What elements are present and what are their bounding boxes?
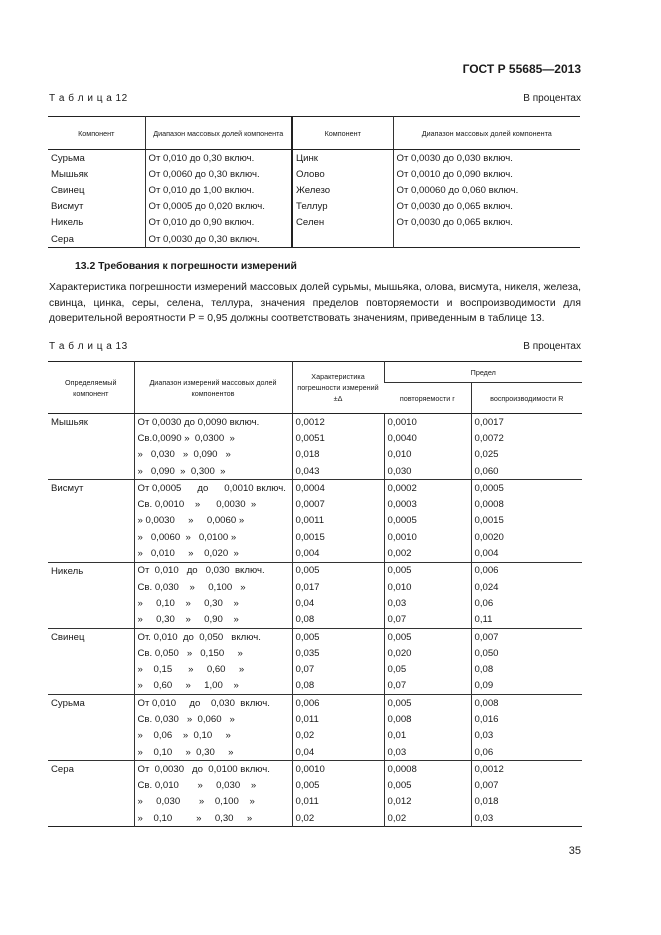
table13-header-limit: Предел	[384, 362, 582, 383]
table12-header-component: Компонент	[48, 117, 145, 150]
table13-cell-range: От 0,0030 до 0,0100 включ.	[134, 761, 292, 778]
table13-cell-error: 0,035	[292, 645, 384, 661]
table13-cell-reproducibility: 0,060	[471, 463, 582, 480]
table13-cell-component: Свинец	[48, 628, 134, 694]
table13-cell-repeatability: 0,0003	[384, 496, 471, 512]
table13-cell-error: 0,005	[292, 628, 384, 645]
table13-cell-error: 0,0015	[292, 529, 384, 545]
table13-cell-error: 0,004	[292, 545, 384, 562]
table13-cell-error: 0,04	[292, 595, 384, 611]
table12-header-component-2: Компонент	[292, 117, 393, 150]
table12-cell-range: От 0,0030 до 0,065 включ.	[393, 215, 580, 231]
table13-cell-range: От 0,010 до 0,030 включ.	[134, 695, 292, 712]
table12-cell-range: От 0,010 до 1,00 включ.	[145, 182, 292, 198]
table13-cell-range: Св. 0,030 » 0,060 »	[134, 711, 292, 727]
table13-unit: В процентах	[523, 341, 581, 352]
table13-cell-repeatability: 0,012	[384, 794, 471, 810]
table13-cell-repeatability: 0,0005	[384, 513, 471, 529]
table13-cell-range: От 0,0005 до 0,0010 включ.	[134, 480, 292, 497]
table-13	[48, 361, 582, 827]
table12-row	[48, 231, 580, 248]
table13-cell-range: От 0,0030 до 0,0090 включ.	[134, 414, 292, 431]
table13-cell-component: Висмут	[48, 480, 134, 562]
table13-cell-repeatability: 0,0008	[384, 761, 471, 778]
table12-cell-range: От 0,010 до 0,30 включ.	[145, 150, 292, 167]
table13-cell-error: 0,04	[292, 744, 384, 761]
table13-cell-reproducibility: 0,0008	[471, 496, 582, 512]
table13-cell-range: Св. 0,050 » 0,150 »	[134, 645, 292, 661]
table13-cell-repeatability: 0,07	[384, 612, 471, 629]
table13-header-error: Характеристика погрешности измерений ±Δ	[292, 362, 384, 414]
table13-cell-range: » 0,10 » 0,30 »	[134, 595, 292, 611]
table13-cell-component: Сурьма	[48, 695, 134, 761]
table13-cell-reproducibility: 0,0017	[471, 414, 582, 431]
table12-cell-component: Железо	[292, 182, 393, 198]
table13-cell-repeatability: 0,002	[384, 545, 471, 562]
table12-cell-range: От 0,0030 до 0,30 включ.	[145, 231, 292, 248]
table12-cell-component: Мышьяк	[51, 168, 88, 180]
table12-cell-component	[292, 231, 393, 248]
table13-cell-error: 0,08	[292, 612, 384, 629]
table13-cell-range: Св. 0,010 » 0,030 »	[134, 778, 292, 794]
table13-caption: Т а б л и ц а 13	[49, 341, 128, 352]
table12-cell-range: От 0,0010 до 0,090 включ.	[393, 166, 580, 182]
table13-cell-error: 0,0051	[292, 430, 384, 446]
table13-cell-repeatability: 0,005	[384, 778, 471, 794]
table13-cell-repeatability: 0,005	[384, 628, 471, 645]
table12-cell-component: Сера	[51, 233, 74, 245]
table12-cell-component: Цинк	[292, 150, 393, 167]
table12-cell-range: От 0,00060 до 0,060 включ.	[393, 182, 580, 198]
table13-cell-reproducibility: 0,06	[471, 744, 582, 761]
table13-cell-range: От. 0,010 до 0,050 включ.	[134, 628, 292, 645]
table12-caption: Т а б л и ц а 12	[49, 93, 128, 104]
table13-cell-repeatability: 0,020	[384, 645, 471, 661]
table13-cell-repeatability: 0,03	[384, 744, 471, 761]
table12-header-range-2: Диапазон массовых долей компонента	[393, 117, 580, 150]
table12-row	[48, 182, 580, 198]
table13-cell-reproducibility: 0,06	[471, 595, 582, 611]
table13-cell-repeatability: 0,010	[384, 579, 471, 595]
table13-cell-error: 0,0011	[292, 513, 384, 529]
table13-cell-range: » 0,030 » 0,090 »	[134, 447, 292, 463]
table13-cell-reproducibility: 0,004	[471, 545, 582, 562]
table13-cell-repeatability: 0,010	[384, 447, 471, 463]
table13-cell-error: 0,006	[292, 695, 384, 712]
table13-cell-component: Никель	[48, 562, 134, 628]
table12-unit: В процентах	[523, 93, 581, 104]
table13-cell-repeatability: 0,01	[384, 728, 471, 744]
table13-cell-repeatability: 0,005	[384, 695, 471, 712]
table13-cell-range: » 0,0060 » 0,0100 »	[134, 529, 292, 545]
table13-row	[48, 480, 582, 497]
table13-cell-range: Св.0,0090 » 0,0300 »	[134, 430, 292, 446]
table13-cell-reproducibility: 0,007	[471, 778, 582, 794]
table12-cell-range: От 0,0030 до 0,065 включ.	[393, 199, 580, 215]
table13-cell-reproducibility: 0,0072	[471, 430, 582, 446]
table13-cell-repeatability: 0,05	[384, 661, 471, 677]
table13-cell-reproducibility: 0,0015	[471, 513, 582, 529]
table13-row	[48, 761, 582, 778]
table12-row	[48, 215, 580, 231]
table12-cell-range: От 0,0005 до 0,020 включ.	[145, 199, 292, 215]
table12-row	[48, 199, 580, 215]
table13-header-component: Определяемый компонент	[48, 362, 134, 414]
table13-cell-range: » 0,30 » 0,90 »	[134, 612, 292, 629]
table13-cell-range: От 0,010 до 0,030 включ.	[134, 562, 292, 579]
table13-cell-component: Мышьяк	[48, 414, 134, 480]
table13-cell-component: Сера	[48, 761, 134, 827]
table13-cell-repeatability: 0,008	[384, 711, 471, 727]
table13-cell-reproducibility: 0,03	[471, 728, 582, 744]
table12-header-row	[48, 117, 580, 150]
table12-cell-component: Висмут	[51, 201, 84, 213]
table13-cell-error: 0,043	[292, 463, 384, 480]
table13-cell-error: 0,005	[292, 562, 384, 579]
table13-cell-reproducibility: 0,11	[471, 612, 582, 629]
table12-row	[48, 150, 580, 167]
table13-cell-error: 0,02	[292, 810, 384, 827]
document-code: ГОСТ Р 55685—2013	[462, 62, 581, 76]
table13-row	[48, 414, 582, 431]
table12-cell-component: Сурьма	[51, 152, 85, 164]
table13-cell-error: 0,0012	[292, 414, 384, 431]
table12-header-range: Диапазон массовых долей компонента	[145, 117, 292, 150]
table12-cell-range: От 0,010 до 0,90 включ.	[145, 215, 292, 231]
table13-cell-range: » 0,010 » 0,020 »	[134, 545, 292, 562]
table13-cell-repeatability: 0,0040	[384, 430, 471, 446]
table13-header-repeatability: повторяемости r	[384, 383, 471, 414]
table13-cell-reproducibility: 0,0020	[471, 529, 582, 545]
table12-cell-component: Свинец	[51, 184, 85, 196]
table13-cell-range: » 0,0030 » 0,0060 »	[134, 513, 292, 529]
table13-row	[48, 562, 582, 579]
table12-cell-range	[393, 231, 580, 248]
table13-cell-error: 0,005	[292, 778, 384, 794]
table-12	[48, 116, 580, 248]
table13-cell-repeatability: 0,0002	[384, 480, 471, 497]
table13-cell-range: » 0,15 » 0,60 »	[134, 661, 292, 677]
table13-cell-range: Св. 0,0010 » 0,0030 »	[134, 496, 292, 512]
table13-cell-reproducibility: 0,007	[471, 628, 582, 645]
table13-cell-error: 0,0007	[292, 496, 384, 512]
table12-cell-component: Никель	[51, 217, 84, 229]
table13-cell-range: » 0,030 » 0,100 »	[134, 794, 292, 810]
table13-header-range: Диапазон измерений массовых долей компонентов	[134, 362, 292, 414]
table13-cell-reproducibility: 0,016	[471, 711, 582, 727]
page-number: 35	[568, 845, 581, 857]
table13-row	[48, 695, 582, 712]
table13-cell-reproducibility: 0,08	[471, 661, 582, 677]
table12-cell-range: От 0,0030 до 0,030 включ.	[393, 150, 580, 167]
table13-cell-range: » 0,10 » 0,30 »	[134, 810, 292, 827]
table13-cell-repeatability: 0,0010	[384, 414, 471, 431]
table13-cell-error: 0,018	[292, 447, 384, 463]
table13-cell-repeatability: 0,03	[384, 595, 471, 611]
table13-cell-range: » 0,06 » 0,10 »	[134, 728, 292, 744]
table13-cell-error: 0,011	[292, 711, 384, 727]
table13-cell-repeatability: 0,0010	[384, 529, 471, 545]
table13-cell-repeatability: 0,07	[384, 678, 471, 695]
table12-cell-range: От 0,0060 до 0,30 включ.	[145, 166, 292, 182]
table13-cell-reproducibility: 0,025	[471, 447, 582, 463]
table13-row	[48, 628, 582, 645]
table12-row	[48, 166, 580, 182]
table13-cell-error: 0,0010	[292, 761, 384, 778]
table13-cell-reproducibility: 0,008	[471, 695, 582, 712]
table12-cell-component: Теллур	[292, 199, 393, 215]
table13-cell-error: 0,017	[292, 579, 384, 595]
table13-cell-range: Св. 0,030 » 0,100 »	[134, 579, 292, 595]
table12-cell-component: Олово	[292, 166, 393, 182]
table13-header-reproducibility: воспроизводимости R	[471, 383, 582, 414]
table13-cell-reproducibility: 0,024	[471, 579, 582, 595]
table13-cell-reproducibility: 0,006	[471, 562, 582, 579]
table13-cell-error: 0,011	[292, 794, 384, 810]
table13-cell-reproducibility: 0,03	[471, 810, 582, 827]
table13-cell-repeatability: 0,005	[384, 562, 471, 579]
table13-cell-range: » 0,090 » 0,300 »	[134, 463, 292, 480]
table13-cell-reproducibility: 0,09	[471, 678, 582, 695]
table13-cell-range: » 0,10 » 0,30 »	[134, 744, 292, 761]
table13-cell-reproducibility: 0,0005	[471, 480, 582, 497]
section-paragraph: Характеристика погрешности измерений массовых долей сурьмы, мышьяка, олова, висмута, никеля, железа, свинца, цинка, серы, селена, теллура, значения пределов повторяемости и воспроизводимости для доверительной вероятности P = 0,95 должны соответствовать значениям, приведенным в таблице 13.	[49, 282, 581, 324]
table13-cell-range: » 0,60 » 1,00 »	[134, 678, 292, 695]
table13-cell-error: 0,02	[292, 728, 384, 744]
table12-cell-component: Селен	[292, 215, 393, 231]
table13-cell-repeatability: 0,030	[384, 463, 471, 480]
table13-cell-repeatability: 0,02	[384, 810, 471, 827]
table13-cell-reproducibility: 0,0012	[471, 761, 582, 778]
table13-cell-error: 0,07	[292, 661, 384, 677]
table13-cell-error: 0,08	[292, 678, 384, 695]
section-heading: 13.2 Требования к погрешности измерений	[75, 261, 297, 272]
table13-cell-reproducibility: 0,018	[471, 794, 582, 810]
table13-cell-error: 0,0004	[292, 480, 384, 497]
table13-cell-reproducibility: 0,050	[471, 645, 582, 661]
